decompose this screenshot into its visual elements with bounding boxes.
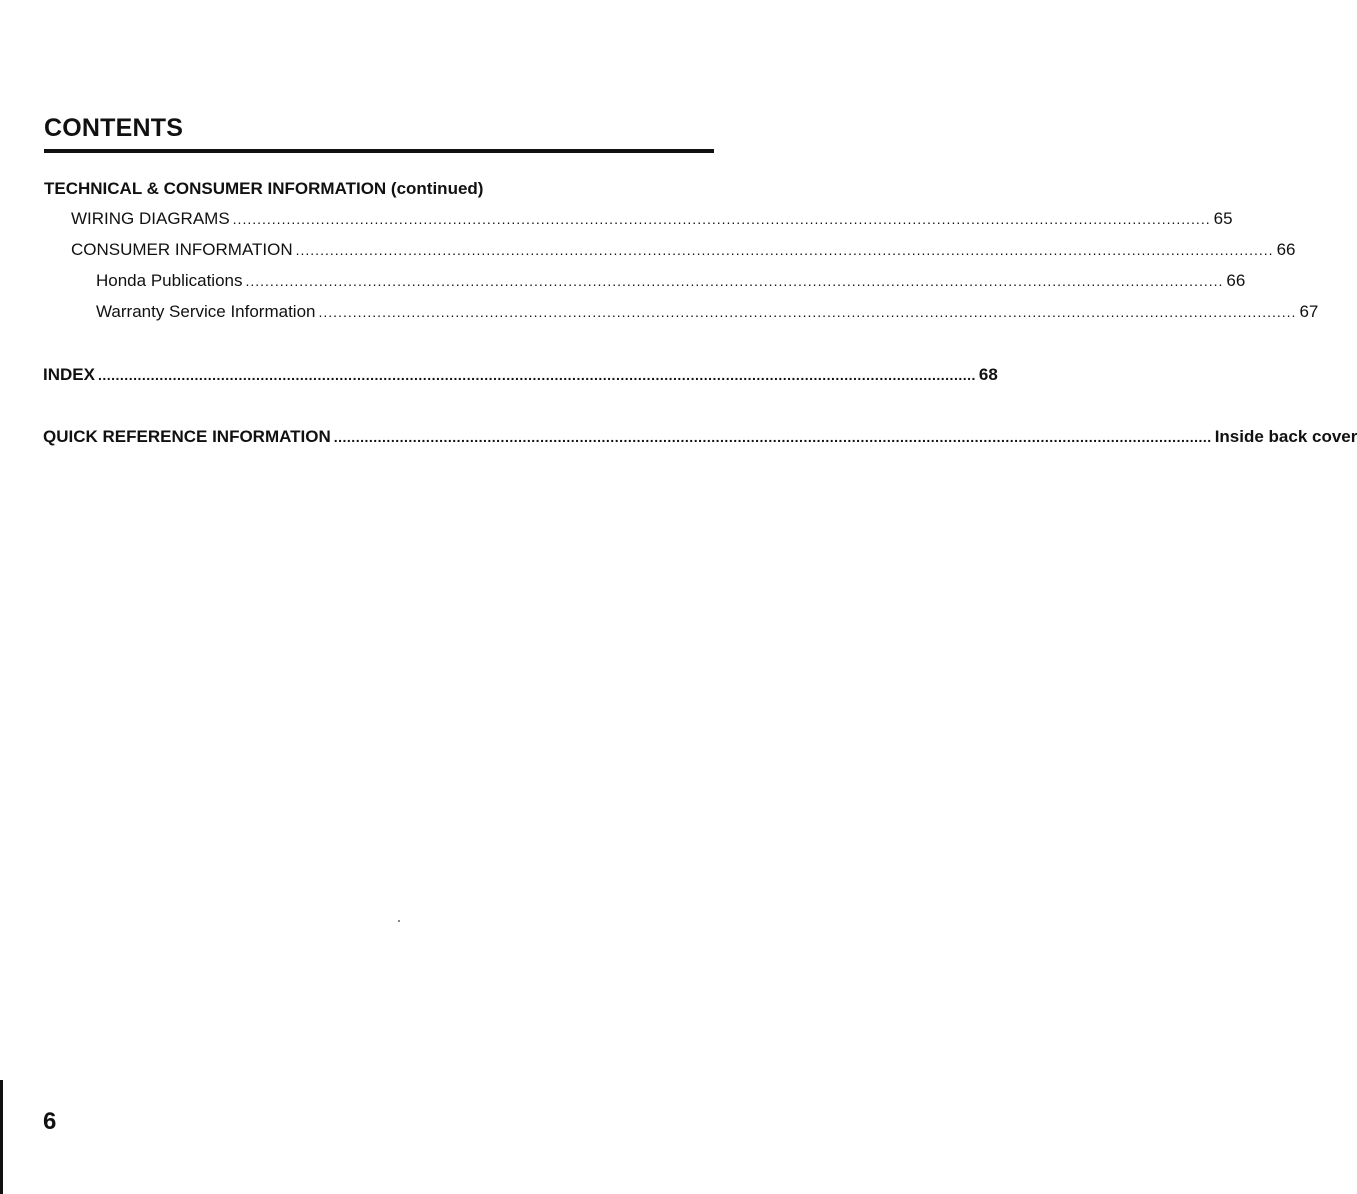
page-title: CONTENTS (44, 114, 184, 142)
toc-entry-page: 66 (1276, 240, 1296, 259)
toc-entry-page: Inside back cover (1214, 427, 1357, 446)
toc-entry-consumer-information[interactable] (71, 240, 1296, 260)
dot-leader: ........................................................................................................................................................................................................ (295, 242, 1274, 258)
toc-entry-page: 66 (1226, 271, 1246, 290)
dot-leader: ........................................................................................................................................................................................................ (97, 367, 976, 383)
page-edge-line (0, 1080, 3, 1194)
toc-entry-wiring-diagrams[interactable] (71, 209, 1233, 229)
toc-entry-label: Honda Publications (96, 271, 243, 290)
toc-entry-page: 68 (978, 365, 998, 384)
dot-leader: ........................................................................................................................................................................................................ (333, 429, 1212, 445)
section-heading: TECHNICAL & CONSUMER INFORMATION (continued) (44, 179, 484, 198)
toc-entry-page: 67 (1299, 302, 1319, 321)
page-number: 6 (43, 1108, 57, 1135)
toc-entry-label: CONSUMER INFORMATION (71, 240, 293, 259)
title-divider (44, 149, 714, 153)
toc-entry-label: WIRING DIAGRAMS (71, 209, 230, 228)
toc-entry-honda-publications[interactable] (96, 271, 1246, 291)
toc-entry-warranty-service[interactable] (96, 302, 1319, 322)
toc-entry-label: QUICK REFERENCE INFORMATION (43, 427, 331, 446)
dot-leader: ........................................................................................................................................................................................................ (232, 211, 1211, 227)
scan-speck (398, 920, 400, 922)
toc-entry-index[interactable] (43, 365, 998, 385)
dot-leader: ........................................................................................................................................................................................................ (245, 273, 1224, 289)
toc-entry-page: 65 (1213, 209, 1233, 228)
toc-entry-label: INDEX (43, 365, 95, 384)
toc-entry-label: Warranty Service Information (96, 302, 316, 321)
toc-entry-quick-reference[interactable] (43, 427, 1357, 447)
dot-leader: ........................................................................................................................................................................................................ (318, 304, 1297, 320)
